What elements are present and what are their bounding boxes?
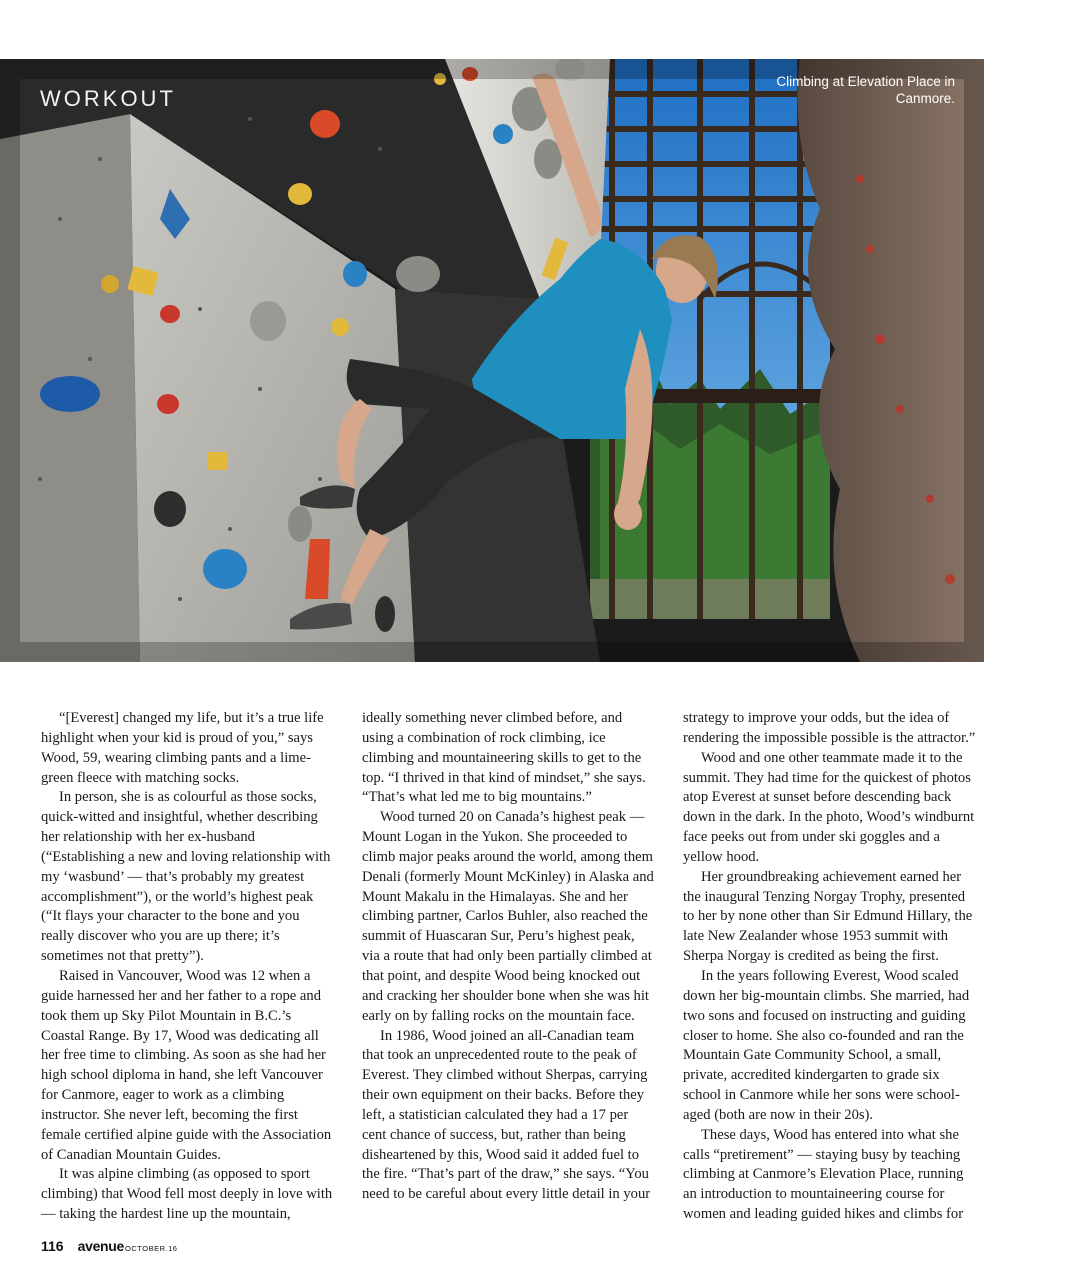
climbing-wall-illustration <box>0 59 984 662</box>
photo-caption: Climbing at Elevation Place in Canmore. <box>776 74 955 106</box>
paragraph: Her groundbreaking achievement earned her the inaugural Tenzing Norgay Trophy, presented to her by none other than Sir Edmund Hillary, the late New Zealander whose 1953 summit with Sherpa Norgay is credited as being the first. <box>683 868 973 965</box>
page-number: 116 <box>41 1238 64 1254</box>
hero-photo <box>0 59 984 662</box>
paragraph: In person, she is as colourful as those socks, quick-witted and insightful, whether describing her relationship with her ex-husband (“Establishing a new and loving relationship with my ‘wasbund’ — that’s probably my greatest accomplishment”), or the world’s highest peak (“It flays your character to the bone and you really discover who you are up there; it’s sometimes not that pretty”). <box>41 789 331 965</box>
article-column-1 <box>41 709 335 1225</box>
paragraph: These days, Wood has entered into what she calls “pretirement” — staying busy by teaching climbing at Canmore’s Elevation Place, running an introduction to mountaineering course for women and leading guided hikes and climbs for <box>683 1126 964 1223</box>
paragraph: Wood turned 20 on Canada’s highest peak — Mount Logan in the Yukon. She proceeded to climb major peaks around the world, among them Denali (formerly Mount McKinley) in Alaska and Mount Makalu in the Himalayas. She and her climbing partner, Carlos Buhler, also reached the summit of Huascaran Sur, Peru’s highest peak, via a route that had only been partially climbed at that point, and despite Wood being knocked out and cracking her shoulder bone when she was hit early on by falling rocks on the mountain face. <box>362 809 654 1024</box>
article-column-2 <box>362 709 656 1205</box>
paragraph: Raised in Vancouver, Wood was 12 when a guide harnessed her and her father to a rope and took them up Sky Pilot Mountain in B.C.’s Coastal Range. By 17, Wood was dedicating all her free time to climbing. As soon as she had her high school diploma in hand, she left Vancouver for Canmore, eager to work as a climbing instructor. She never left, becoming the first female certified alpine guide with the Association of Canadian Mountain Guides. <box>41 967 332 1163</box>
article-column-3 <box>683 709 977 1225</box>
paragraph: ideally something never climbed before, and using a combination of rock climbing, ice climbing and mountaineering skills to get to the top. “I thrived in that kind of mindset,” she says. “That’s what led me to big mountains.” <box>362 710 646 806</box>
paragraph: “[Everest] changed my life, but it’s a true life highlight when your kid is proud of you,” says Wood, 59, wearing climbing pants and a lime-green fleece with matching socks. <box>41 710 324 786</box>
paragraph: Wood and one other teammate made it to the summit. They had time for the quickest of photos atop Everest at sunset before descending back down in the dark. In the photo, Wood’s windburnt face peeks out from under ski goggles and a yellow hood. <box>683 749 975 865</box>
paragraph: strategy to improve your odds, but the idea of rendering the impossible possible is the attractor.” <box>683 710 976 746</box>
paragraph: In 1986, Wood joined an all-Canadian team that took an unprecedented route to the peak of Everest. They climbed without Sherpas, carrying their own equipment on their backs. Before they left, a statistician calculated they had a 17 per cent chance of success, but, rather than being disheartened by this, Wood said it added fuel to the fire. “That’s part of the draw,” she says. “You need to be careful about every little detail in your <box>362 1027 651 1203</box>
magazine-name: avenue <box>77 1238 125 1254</box>
page-footer <box>41 1238 177 1256</box>
issue-date: OCTOBER.16 <box>125 1244 178 1253</box>
paragraph: In the years following Everest, Wood scaled down her big-mountain climbs. She married, had two sons and focused on instructing and guiding closer to home. She also co-founded and ran the Mountain Gate Community School, a small, private, accredited kindergarten to grade six school in Canmore while her sons were school-aged (both are now in their 20s). <box>683 967 970 1123</box>
section-label: WORKOUT <box>40 86 176 111</box>
magazine-folio <box>78 1238 178 1256</box>
paragraph: It was alpine climbing (as opposed to sport climbing) that Wood fell most deeply in love with — taking the hardest line up the mountain, <box>41 1166 333 1223</box>
